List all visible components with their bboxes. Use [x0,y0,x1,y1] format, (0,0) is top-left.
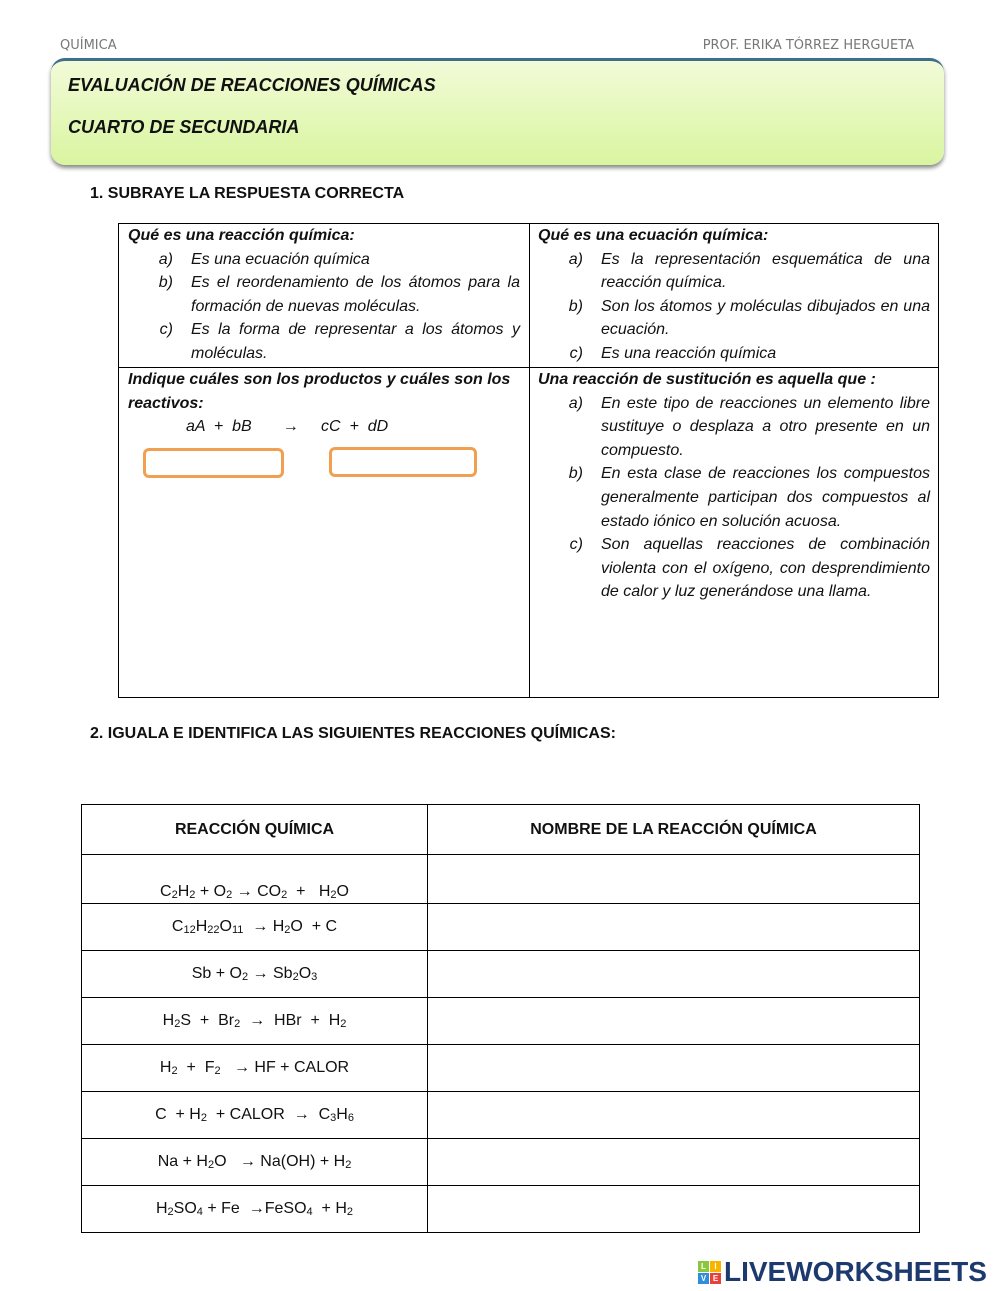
column-header: NOMBRE DE LA REACCIÓN QUÍMICA [428,805,920,855]
question-2 [529,224,939,366]
table-row [82,855,920,904]
reaction-name-input[interactable] [428,855,920,904]
option-letter: c) [159,321,173,339]
answer-option[interactable] [128,318,520,365]
question-table [118,223,939,698]
table-row [82,1139,920,1186]
reaction-name-input[interactable] [428,951,920,998]
table-row [82,951,920,998]
reaction-formula: $C + H_2$ + CALOR → $C_3H_6$ [82,1092,428,1139]
option-text[interactable]: Es la forma de representar a los átomos y moléculas. [191,321,520,362]
option-letter: a) [568,394,583,412]
question-text: Una reacción de sustitución es aquella que : [538,371,876,388]
reaction-formula: $H_2 + F_2$ → HF + CALOR [82,1045,428,1092]
option-text[interactable]: Son los átomos y moléculas dibujados en una ecuación. [601,297,930,339]
option-text[interactable]: Son aquellas reacciones de combinación violenta con el oxígeno, con desprendimiento de calor y luz generándose una llama. [601,536,930,601]
option-text[interactable]: Es la representación esquemática de una reacción química. [601,250,930,292]
question-1 [119,224,529,366]
reaction-name-input[interactable] [428,904,920,951]
table-row [82,904,920,951]
reaction-formula: $C_{12}H_{22}O_{11} \to H_2O + C$ [82,904,428,951]
table-row [82,1186,920,1233]
reaction-name-input[interactable] [428,998,920,1045]
reaction-formula: $Na + H_2O \to Na(OH) + H_2$ [82,1139,428,1186]
reaction-formula: $H_2SO_4 + Fe$ →FeSO$_4$ + $H_2$ [82,1186,428,1233]
reaction-formula: $H_2S + Br_2$ → HBr + $H_2$ [82,998,428,1045]
subject-label: QUÍMICA [60,38,117,53]
reaction-name-input[interactable] [428,1186,920,1233]
column-header: REACCIÓN QUÍMICA [82,805,428,855]
answer-option[interactable] [538,342,930,366]
reaction-formula: $Sb + O_2 \to Sb_2O_3$ [82,951,428,998]
question-3 [119,368,529,439]
reactions-table [81,804,920,1233]
table-row [82,998,920,1045]
question-text: Indique cuáles son los productos y cuáles son los reactivos: [128,371,511,412]
reaction-name-input[interactable] [428,1092,920,1139]
option-text[interactable]: Es una ecuación química [191,250,370,268]
answer-option[interactable] [538,392,930,463]
question-text: Qué es una reacción química: [128,227,355,244]
table-row [82,1092,920,1139]
answer-option[interactable] [538,248,930,295]
option-letter: b) [568,297,583,315]
reaction-formula: $C_2H_2 + O_2 \to CO_2 + H_2O$ [82,855,428,904]
answer-option[interactable] [128,248,520,272]
option-text[interactable]: En este tipo de reacciones un elemento libre sustituye o desplaza a otro presente en un compuesto. [601,394,930,459]
products-input[interactable] [329,447,477,477]
option-letter: a) [158,250,173,268]
option-text[interactable]: Es una reacción química [601,344,777,362]
option-text[interactable]: En esta clase de reacciones los compuestos generalmente participan dos compuestos al estado iónico en solución acuosa. [601,465,930,530]
liveworksheets-logo: L I V E LIVEWORKSHEETS [698,1256,987,1288]
answer-option[interactable] [538,462,930,533]
option-letter: b) [568,465,583,483]
option-letter: c) [569,344,583,362]
table-row [82,1045,920,1092]
title-banner [51,58,944,165]
grade-label: CUARTO DE SECUNDARIA [68,117,300,137]
reaction-name-input[interactable] [428,1045,920,1092]
worksheet-title: EVALUACIÓN DE REACCIONES QUÍMICAS [68,75,436,95]
answer-option[interactable] [128,271,520,318]
question-4 [529,368,939,604]
equation: aA + bB → cC + dD [186,418,389,436]
answer-option[interactable] [538,295,930,342]
section1-title: 1. SUBRAYE LA RESPUESTA CORRECTA [90,185,405,202]
reaction-name-input[interactable] [428,1139,920,1186]
option-letter: a) [568,250,583,268]
reactants-input[interactable] [143,448,284,478]
option-text[interactable]: Es el reordenamiento de los átomos para la formación de nuevas moléculas. [191,274,520,315]
question-text: Qué es una ecuación química: [538,227,769,244]
answer-option[interactable] [538,533,930,604]
option-letter: b) [158,274,173,292]
teacher-label: PROF. ERIKA TÓRREZ HERGUETA [702,38,914,53]
option-letter: c) [569,536,583,554]
section2-title: 2. IGUALA E IDENTIFICA LAS SIGUIENTES REACCIONES QUÍMICAS: [90,725,616,742]
